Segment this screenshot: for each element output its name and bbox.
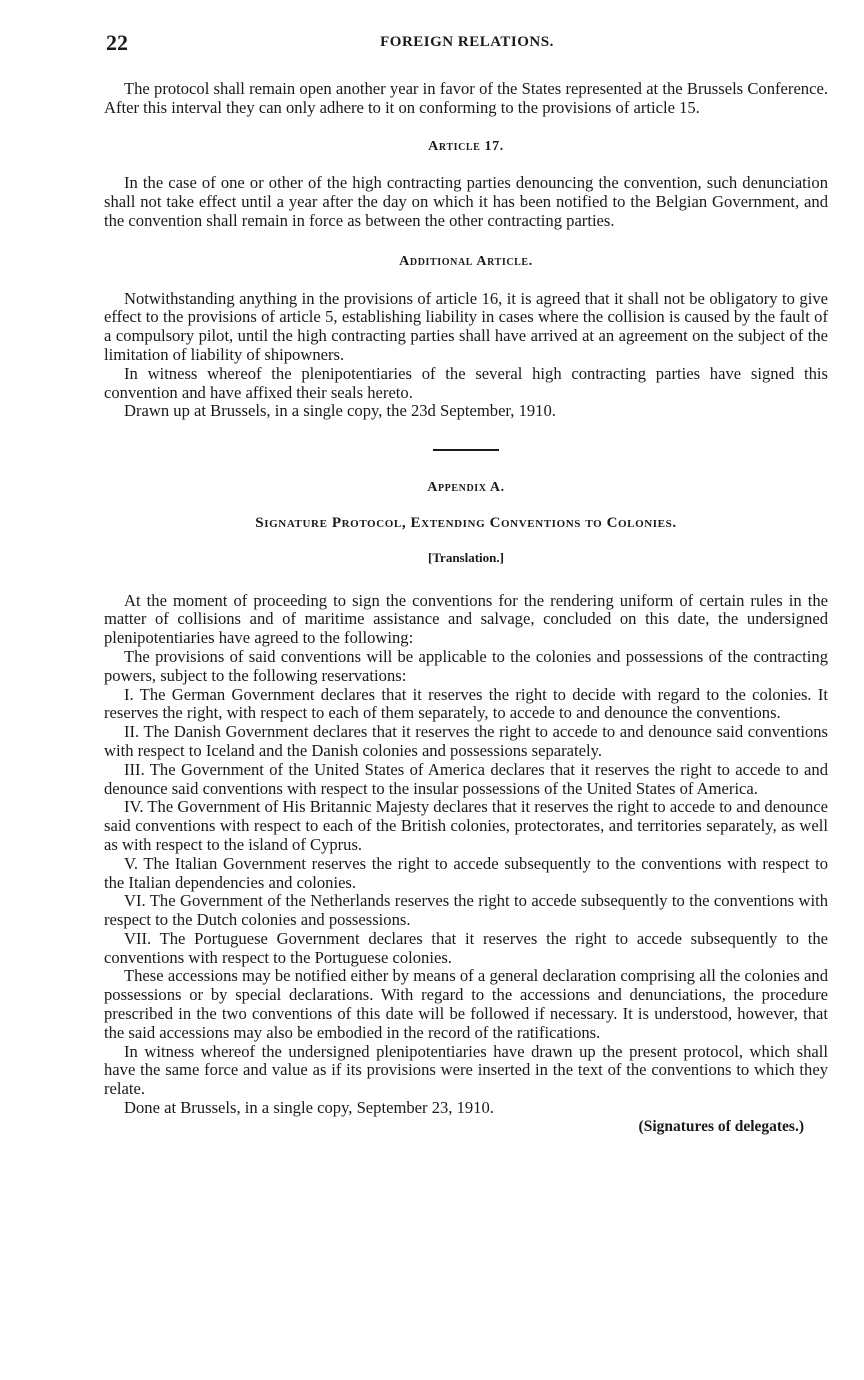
article-17-paragraph: In the case of one or other of the high contracting parties denouncing the convention, such denunciation shall not take effect until a year after the day on which it has been notified to the Belgian Government, and the convention shall remain in force as between the other contracting parties. <box>104 173 828 230</box>
additional-article-paragraph: In witness whereof the plenipotentiaries of the several high contracting parties have signed this convention and have affixed their seals hereto. <box>104 363 828 402</box>
appendix-paragraph: Done at Brussels, in a single copy, September 23, 1910. <box>124 1098 494 1118</box>
page-header <box>106 30 828 58</box>
appendix-paragraph: At the moment of proceeding to sign the conventions for the rendering uniform of certain rules in the matter of collisions and of maritime assistance and salvage, concluded on this date, the undersigned plenipotentiaries have agreed to the following: <box>104 590 828 648</box>
appendix-paragraph: The provisions of said conventions will be applicable to the colonies and possessions of the contracting powers, subject to the following reservations: <box>104 646 828 685</box>
article-17-heading: Article 17. <box>428 138 504 154</box>
reservation-paragraph: II. The Danish Government declares that it reserves the right to accede to and denounce said conventions with respect to Iceland and the Danish colonies and possessions separately. <box>104 722 828 760</box>
reservation-paragraph: IV. The Government of His Britannic Majesty declares that it reserves the right to accede to and denounce said conventions with respect to each of the British colonies, protectorates, and territories separately, as well as with respect to the island of Cyprus. <box>104 797 828 854</box>
intro-paragraph: The protocol shall remain open another year in favor of the States represented at the Brussels Conference. After this interval they can only adhere to it on conforming to the provisions of article 15. <box>104 79 828 117</box>
signatures-note: (Signatures of delegates.) <box>638 1117 804 1135</box>
running-title: FOREIGN RELATIONS. <box>380 34 554 50</box>
appendix-heading: Appendix A. <box>427 480 505 496</box>
reservation-paragraph: I. The German Government declares that it reserves the right to decide with regard to the colonies. It reserves the right, with respect to each of them separately, to accede to and denounce the conventions. <box>104 684 828 723</box>
appendix-paragraph: These accessions may be notified either by means of a general declaration comprising all the colonies and possessions or by special declarations. With regard to the accessions and denunciations, the procedure prescribed in the two conventions of this date will be followed if necessary. It is understood, however, that the said accessions may also be embodied in the record of the ratifications. <box>104 966 828 1042</box>
reservation-paragraph: III. The Government of the United States of America declares that it reserves the right to accede to and denounce said conventions with respect to the insular possessions of the United States of America. <box>104 759 828 798</box>
appendix-subheading: Signature Protocol, Extending Conventions to Colonies. <box>255 514 677 531</box>
additional-article-paragraph: Notwithstanding anything in the provisions of article 16, it is agreed that it shall not be obligatory to give effect to the provisions of article 5, establishing liability in cases where the collision is caused by the fault of a compulsory pilot, until the high contracting parties shall have arrived at an agreement on the subject of the limitation of liability of shipowners. <box>104 288 828 364</box>
page-number: 22 <box>106 30 128 55</box>
reservation-paragraph: VII. The Portuguese Government declares that it reserves the right to accede subsequently to the conventions with respect to the Portuguese colonies. <box>104 928 828 967</box>
reservation-paragraph: VI. The Government of the Netherlands reserves the right to accede subsequently to the conventions with respect to the Dutch colonies and possessions. <box>104 891 828 930</box>
translation-note: [Translation.] <box>428 549 504 565</box>
additional-article-heading: Additional Article. <box>399 253 533 269</box>
appendix-paragraph: In witness whereof the undersigned plenipotentiaries have drawn up the present protocol, which shall have the same force and value as if its provisions were inserted in the text of the conventions to which they relate. <box>104 1041 828 1099</box>
reservation-paragraph: V. The Italian Government reserves the right to accede subsequently to the conventions with respect to the Italian dependencies and colonies. <box>104 853 828 892</box>
page-body <box>104 80 828 1137</box>
additional-article-paragraph: Drawn up at Brussels, in a single copy, the 23d September, 1910. <box>124 401 556 421</box>
